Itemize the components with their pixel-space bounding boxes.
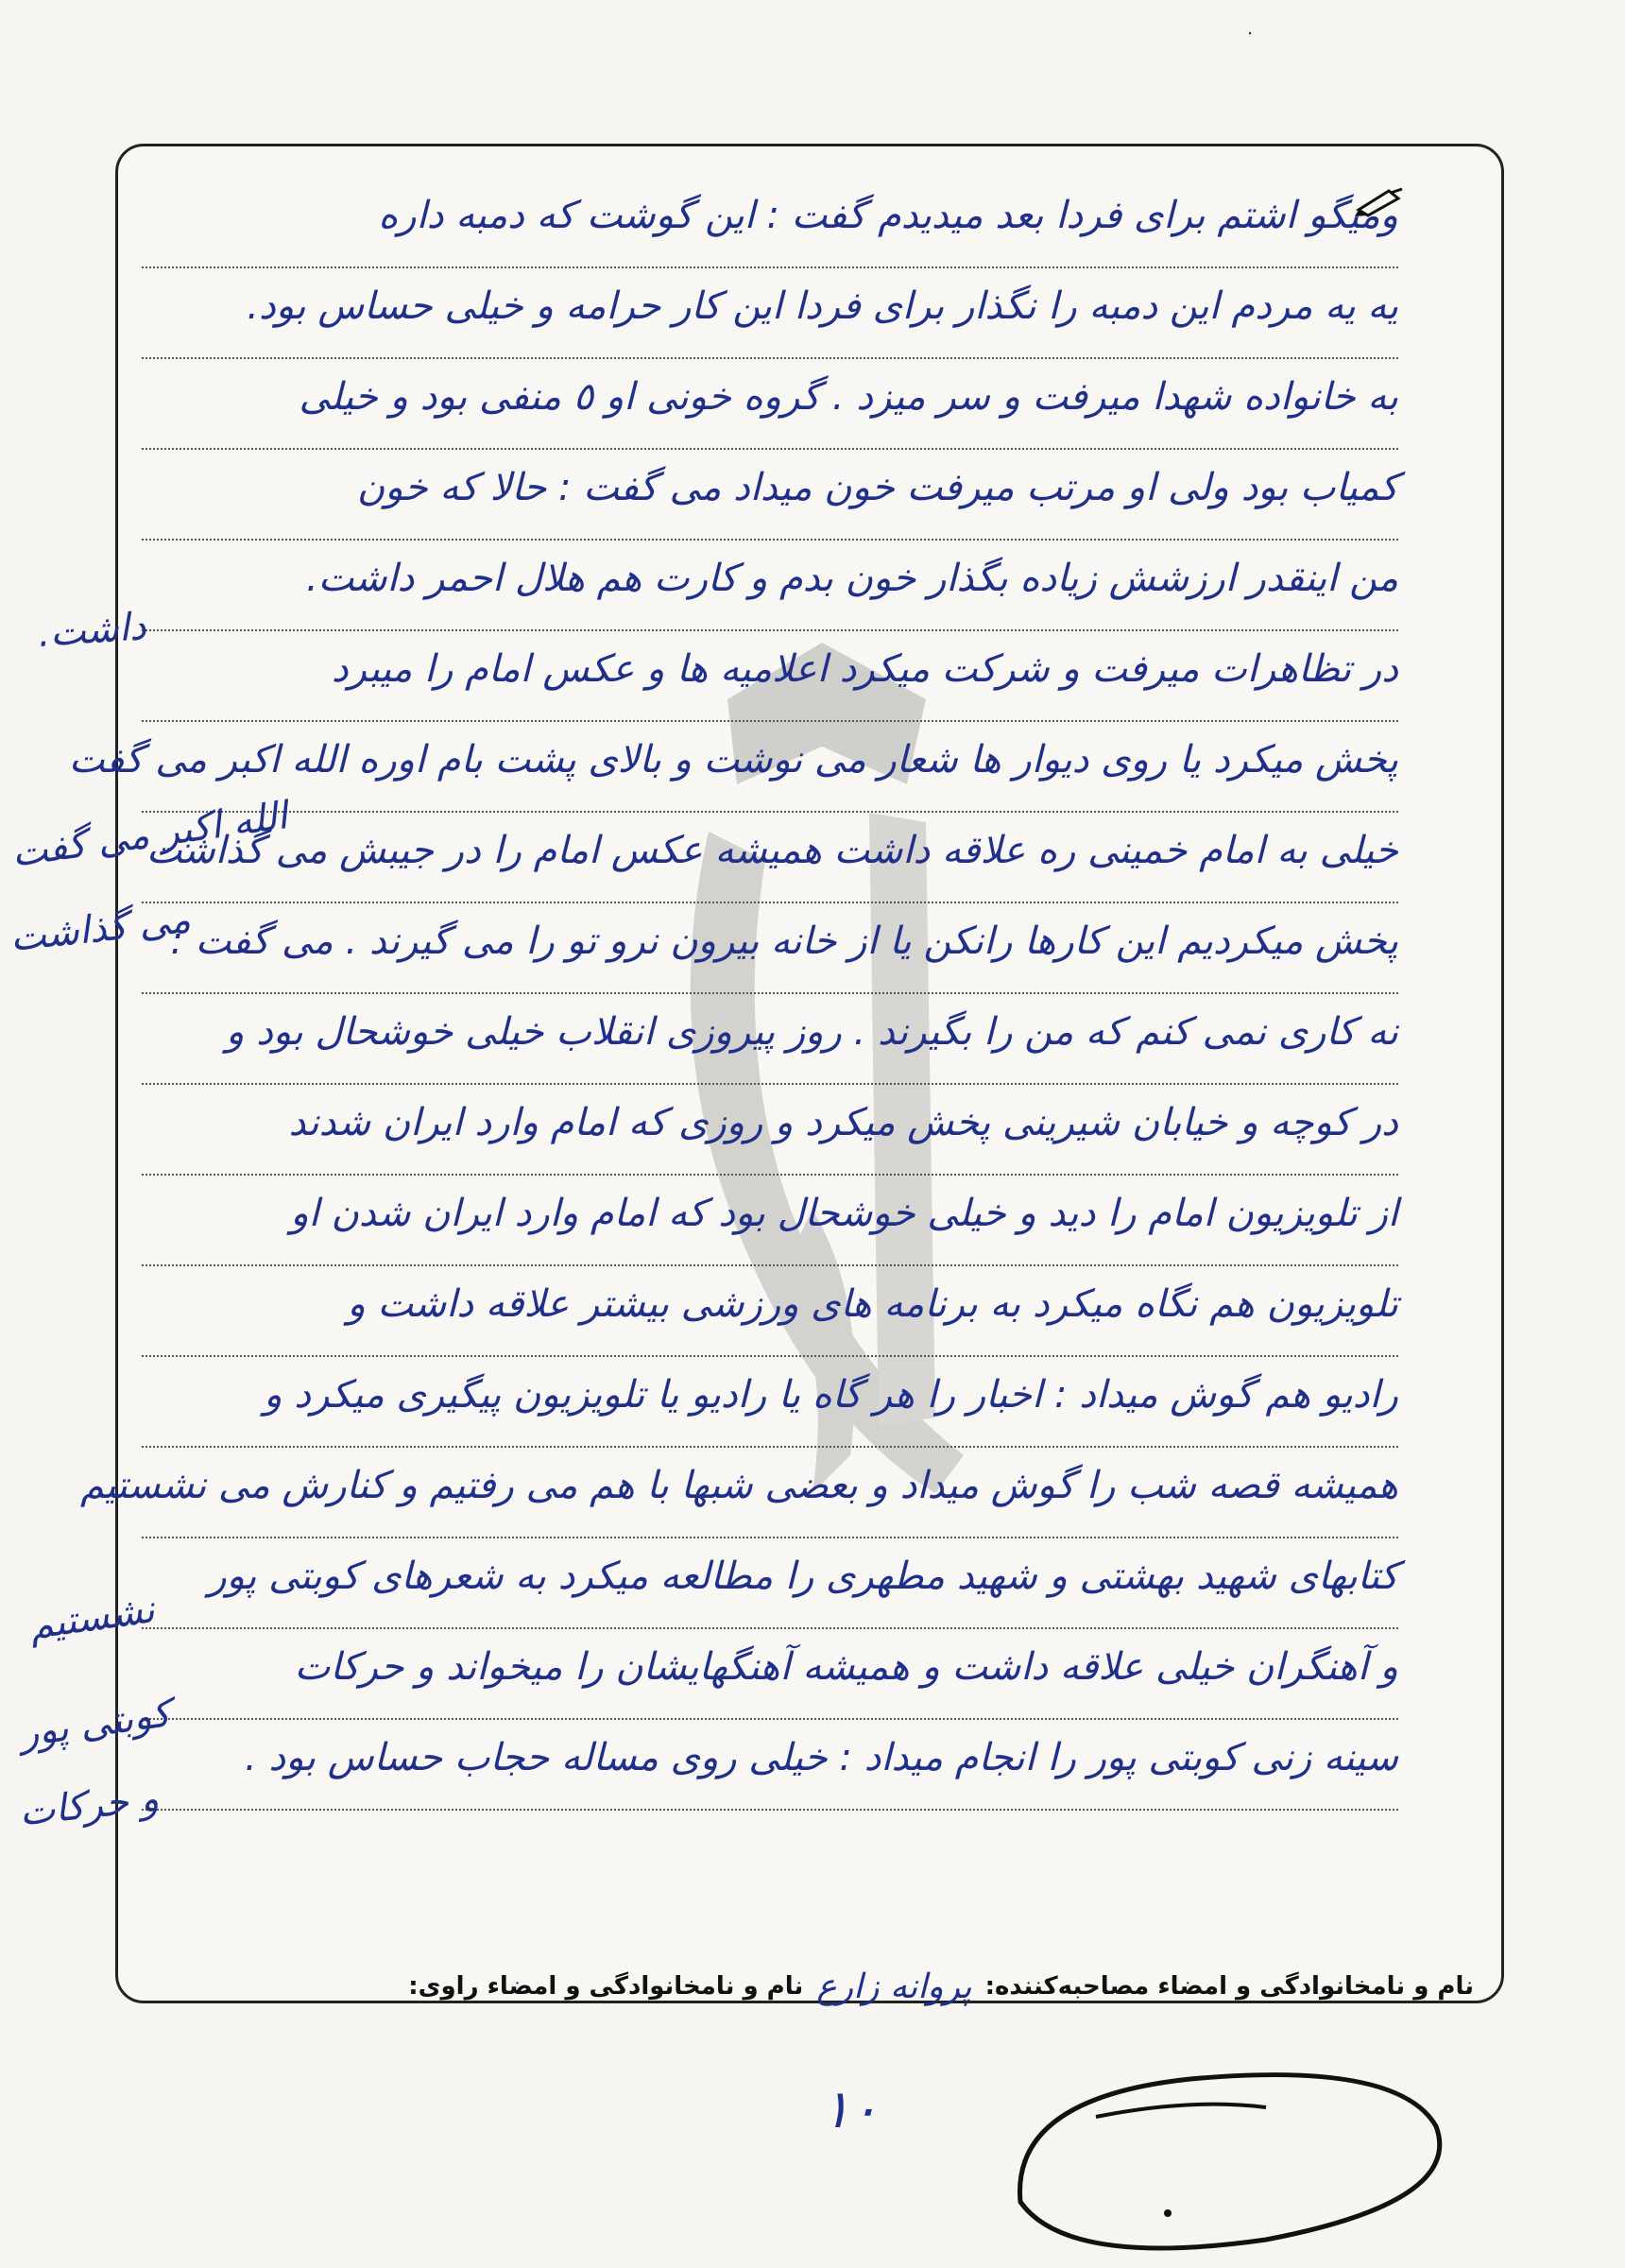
signature-mark xyxy=(983,2041,1474,2268)
text-line: کتابهای شهید بهشتی و شهید مطهری را مطالعه میکرد به شعرهای کوبتی پور xyxy=(142,1538,1398,1629)
text-line: نه کاری نمی کنم که من را بگیرند . روز پیروزی انقلاب خیلی خوشحال بود و xyxy=(142,994,1398,1085)
text-line: پخش میکردیم این کارها رانکن یا از خانه بیرون نرو تو را می گیرند . می گفت : xyxy=(142,903,1398,994)
text-line: کمیاب بود ولی او مرتب میرفت خون میداد می گفت : حالا که خون xyxy=(142,450,1398,541)
page-number: ۱۰ xyxy=(821,2079,880,2140)
page-mark: ⋅ xyxy=(1247,22,1254,44)
text-line: ومیگو اشتم برای فردا بعد میدیدم گفت : این گوشت که دمبه داره xyxy=(142,178,1398,268)
text-line: از تلویزیون امام را دید و خیلی خوشحال بود که امام وارد ایران شدن او xyxy=(142,1176,1398,1266)
interviewer-signature: پروانه زارع xyxy=(816,1967,972,2006)
text-line: همیشه قصه شب را گوش میداد و بعضی شبها با هم می رفتیم و کنارش می نشستیم xyxy=(142,1448,1398,1538)
footer-row xyxy=(142,1958,1474,2015)
margin-note: نشستیم xyxy=(26,1588,158,1649)
text-line: یه یه مردم این دمبه را نگذار برای فردا این کار حرامه و خیلی حساس بود. xyxy=(142,268,1398,359)
text-line: خیلی به امام خمینی ره علاقه داشت همیشه عکس امام را در جیبش می گذاشت xyxy=(142,813,1398,903)
text-line: من اینقدر ارزشش زیاده بگذار خون بدم و کارت هم هلال احمر داشت. xyxy=(142,541,1398,631)
margin-note: الله اکبر می گفت xyxy=(9,794,290,876)
margin-note: داشت. xyxy=(36,605,148,656)
text-line: در تظاهرات میرفت و شرکت میکرد اعلامیه ها و عکس امام را میبرد xyxy=(142,631,1398,722)
text-line: سینه زنی کوبتی پور را انجام میداد : خیلی روی مساله حجاب حساس بود . xyxy=(142,1720,1398,1811)
text-line: رادیو هم گوش میداد : اخبار را هر گاه یا رادیو یا تلویزیون پیگیری میکرد و xyxy=(142,1357,1398,1448)
text-line: پخش میکرد یا روی دیوار ها شعار می نوشت و بالای پشت بام اوره الله اکبر می گفت xyxy=(142,722,1398,813)
text-line: به خانواده شهدا میرفت و سر میزد . گروه خونی او ٥ منفی بود و خیلی xyxy=(142,359,1398,450)
margin-note: کوبتی پور xyxy=(17,1692,174,1757)
margin-note: می گذاشت xyxy=(8,898,193,960)
narrator-label: نام و نامخانوادگی و امضاء راوی: xyxy=(408,1972,804,2001)
margin-note: و حرکات xyxy=(17,1777,162,1835)
text-line: تلویزیون هم نگاه میکرد به برنامه های ورزشی بیشتر علاقه داشت و xyxy=(142,1266,1398,1357)
text-line: در کوچه و خیابان شیرینی پخش میکرد و روزی که امام وارد ایران شدند xyxy=(142,1085,1398,1176)
interviewer-label: نام و نامخانوادگی و امضاء مصاحبه‌کننده: xyxy=(984,1972,1474,2001)
handwritten-body xyxy=(68,178,1398,1841)
text-line: و آهنگران خیلی علاقه داشت و همیشه آهنگهایشان را میخواند و حرکات xyxy=(142,1629,1398,1720)
